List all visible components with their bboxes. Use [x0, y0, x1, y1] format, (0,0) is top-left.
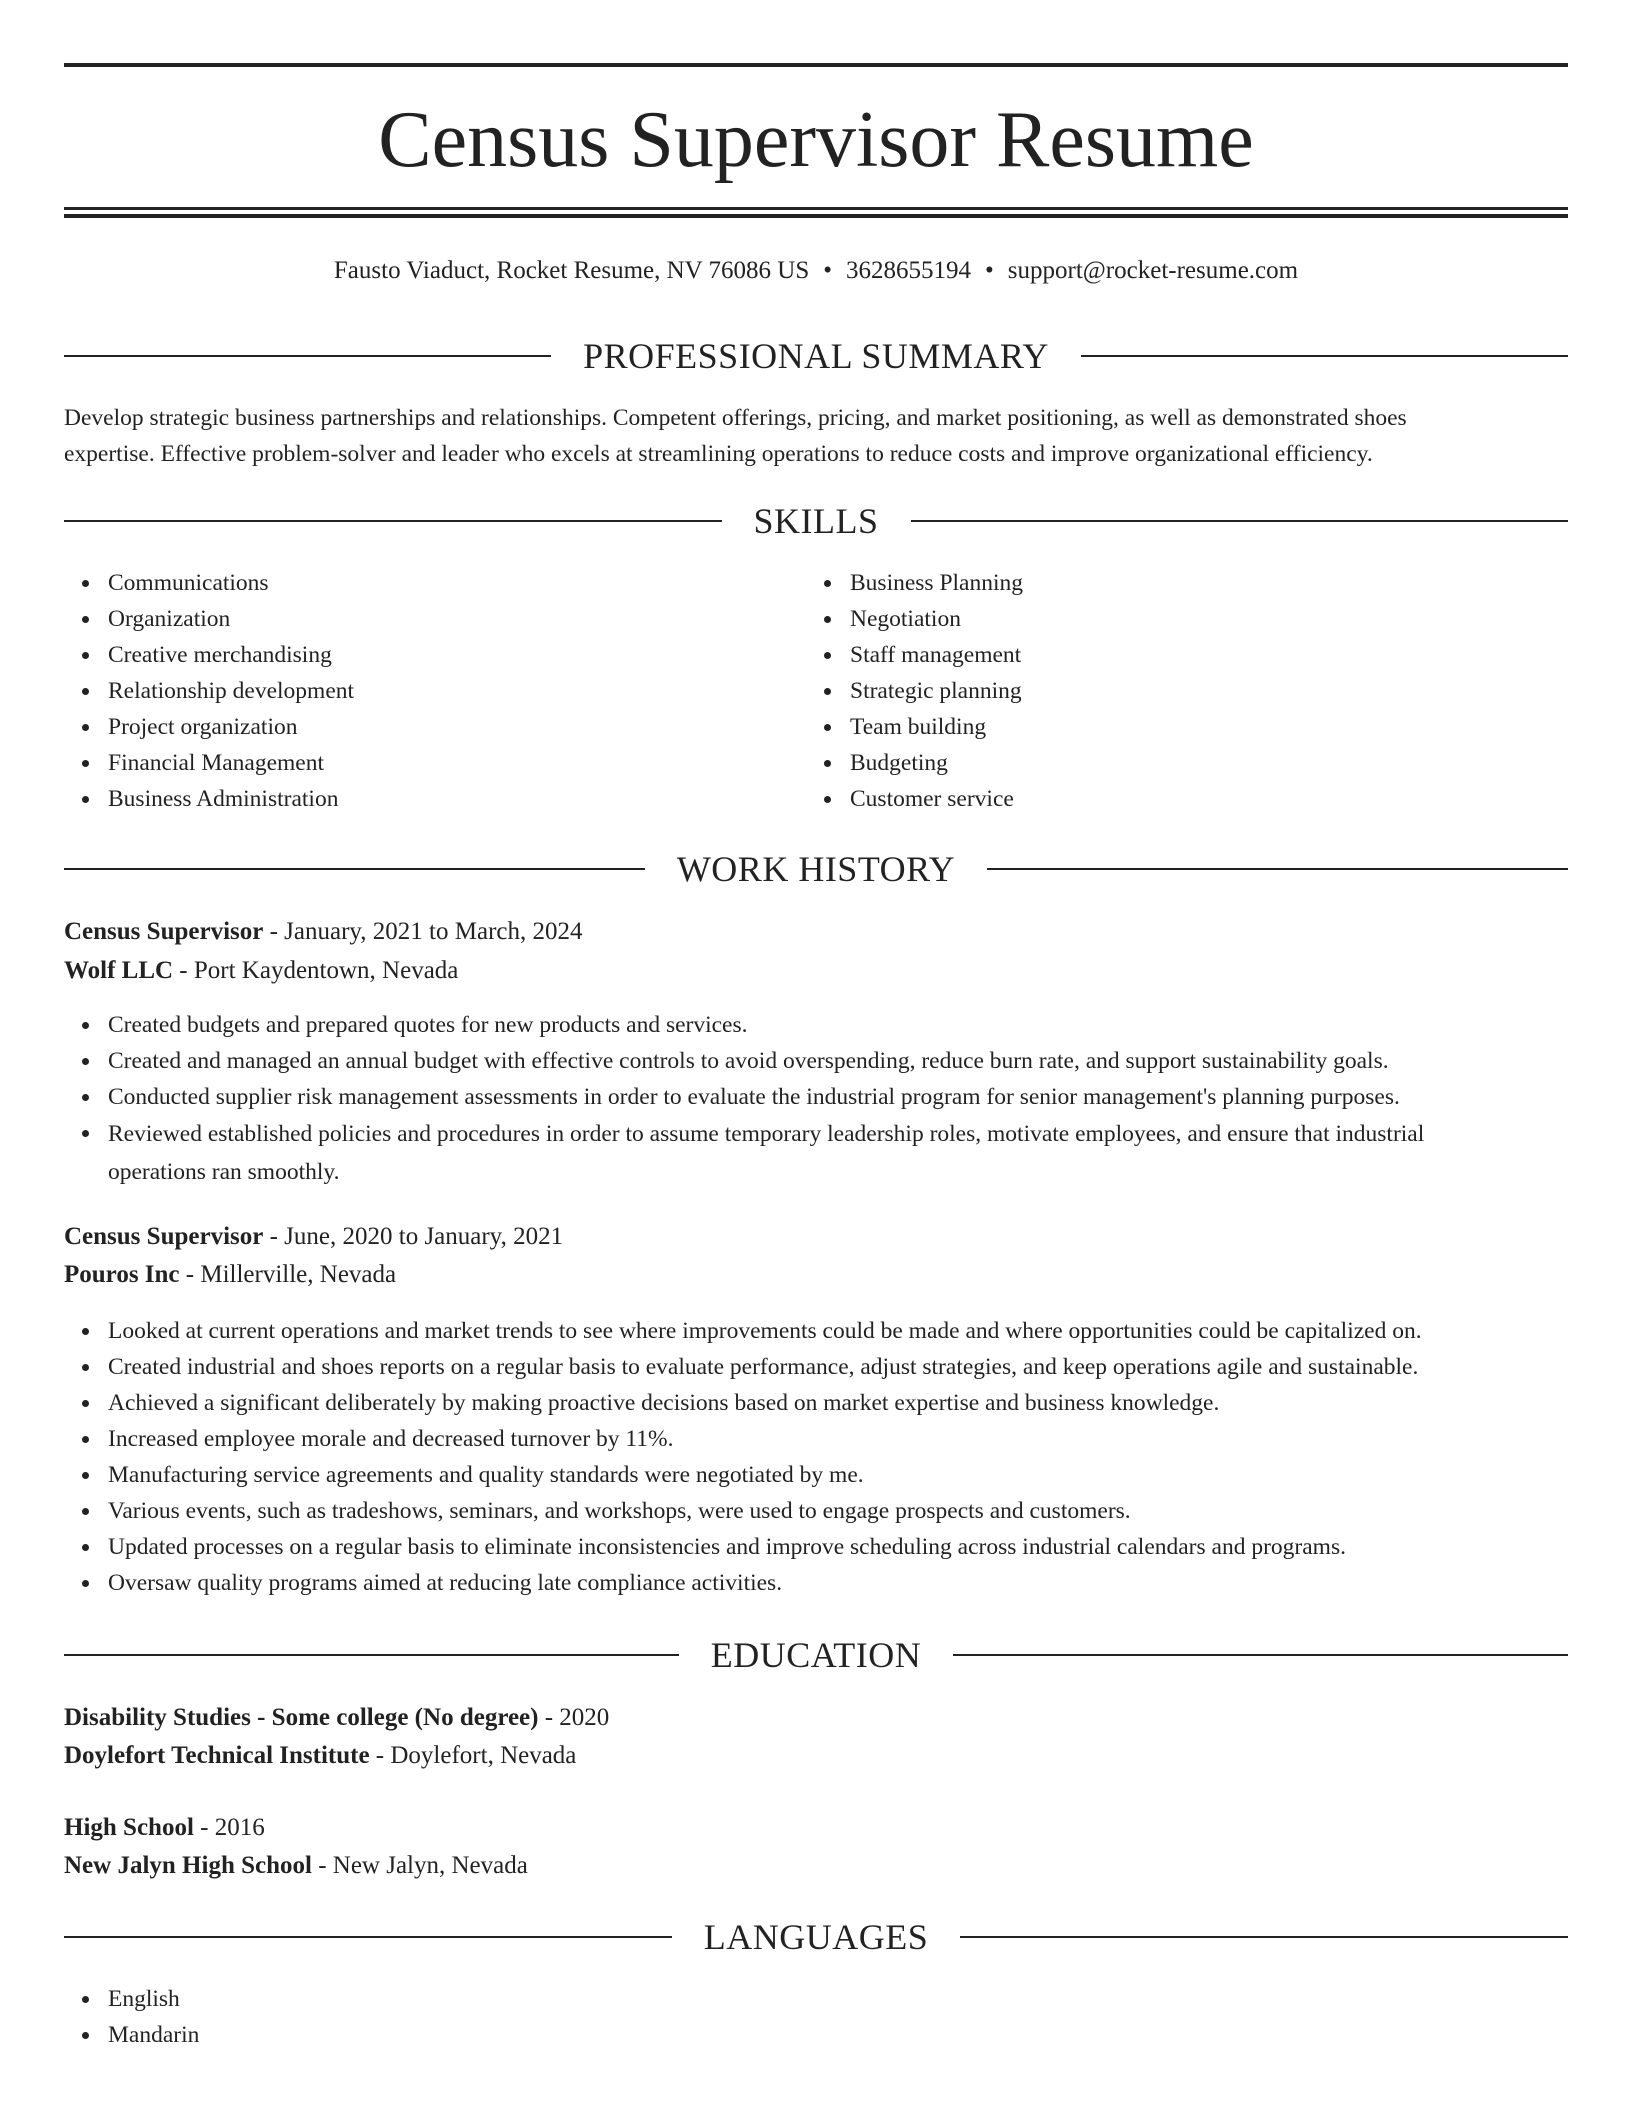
heading-rule-left	[64, 1936, 672, 1938]
job-bullet-line: operations ran smoothly.	[108, 1159, 340, 1185]
languages-list	[64, 1981, 808, 2053]
job-bullet: Various events, such as tradeshows, seminars, and workshops, were used to engage prospects and customers.	[108, 1493, 1612, 1529]
education-degree: High School	[64, 1814, 194, 1841]
contact-line	[64, 254, 1568, 288]
skill-item: Team building	[850, 709, 1550, 745]
heading-rule-right	[987, 868, 1568, 870]
job-role: Census Supervisor	[64, 1223, 264, 1250]
job-bullet: Created and managed an annual budget with effective controls to avoid overspending, reduce burn rate, and support sustainability goals.	[108, 1043, 1612, 1079]
job-bullet	[108, 1115, 1612, 1191]
section-work-heading	[64, 849, 1568, 889]
title-underline-1	[64, 207, 1568, 210]
skill-item: Communications	[108, 565, 808, 601]
summary-line: expertise. Effective problem-solver and leader who excels at streamlining operations to reduce costs and improve organizational efficiency.	[64, 441, 1373, 467]
education-degree: Disability Studies - Some college (No degree)	[64, 1704, 539, 1731]
heading-rule-right	[1081, 355, 1568, 357]
education-school: Doylefort Technical Institute	[64, 1742, 370, 1769]
skill-item: Customer service	[850, 781, 1550, 817]
job-title-line	[64, 1218, 1568, 1256]
job-company-line	[64, 1256, 1568, 1294]
job-dates: - June, 2020 to January, 2021	[263, 1223, 564, 1250]
section-title: SKILLS	[753, 501, 879, 541]
job-bullets	[64, 1313, 1612, 1601]
language-item: English	[108, 1981, 808, 2017]
skill-item: Strategic planning	[850, 673, 1550, 709]
contact-phone: 3628655194	[846, 257, 972, 284]
section-title: LANGUAGES	[703, 1917, 929, 1957]
job-company: Wolf LLC	[64, 957, 174, 984]
contact-address: Fausto Viaduct, Rocket Resume, NV 76086 US	[333, 257, 810, 284]
contact-separator: •	[985, 257, 994, 284]
job-bullet: Looked at current operations and market trends to see where improvements could be made and where opportunities could be capitalized on.	[108, 1313, 1612, 1349]
heading-rule-left	[64, 355, 551, 357]
education-school-line	[64, 1847, 1568, 1885]
education-year: - 2020	[538, 1704, 610, 1731]
skill-item: Business Planning	[850, 565, 1550, 601]
language-item: Mandarin	[108, 2017, 808, 2053]
education-degree-line	[64, 1699, 1568, 1737]
education-school-line	[64, 1737, 1568, 1775]
job-role: Census Supervisor	[64, 918, 264, 945]
section-skills-heading	[64, 501, 1568, 541]
contact-separator: •	[823, 257, 833, 284]
job-location: - Millerville, Nevada	[179, 1261, 397, 1288]
education-location: - New Jalyn, Nevada	[311, 1852, 528, 1879]
job-bullet-line: Reviewed established policies and procedures in order to assume temporary leadership roles, motivate employees, and ensure that industrial	[108, 1121, 1425, 1147]
section-title: PROFESSIONAL SUMMARY	[583, 336, 1049, 376]
skill-item: Budgeting	[850, 745, 1550, 781]
heading-rule-right	[960, 1936, 1568, 1938]
summary-line: Develop strategic business partnerships and relationships. Competent offerings, pricing, and market positioning, as well as demonstrated shoes	[64, 405, 1407, 431]
heading-rule-right	[911, 520, 1569, 522]
job-bullet: Created industrial and shoes reports on a regular basis to evaluate performance, adjust strategies, and keep operations agile and sustainable.	[108, 1349, 1612, 1385]
education-year: - 2016	[193, 1814, 265, 1841]
heading-rule-left	[64, 520, 722, 522]
summary-text	[64, 400, 1568, 472]
page-title: Census Supervisor Resume	[378, 96, 1254, 184]
job-bullet: Conducted supplier risk management assessments in order to evaluate the industrial program for senior management's planning purposes.	[108, 1079, 1612, 1115]
job-location: - Port Kaydentown, Nevada	[173, 957, 459, 984]
heading-rule-left	[64, 1654, 679, 1656]
job-company: Pouros Inc	[64, 1261, 180, 1288]
skill-item: Organization	[108, 601, 808, 637]
job-bullet: Manufacturing service agreements and quality standards were negotiated by me.	[108, 1457, 1612, 1493]
education-degree-line	[64, 1809, 1568, 1847]
contact-email[interactable]: support@rocket-resume.com	[1007, 257, 1299, 284]
skill-item: Financial Management	[108, 745, 808, 781]
skills-list-right	[806, 565, 1550, 817]
job-bullet: Created budgets and prepared quotes for new products and services.	[108, 1007, 1612, 1043]
section-summary-heading	[64, 336, 1568, 376]
skill-item: Business Administration	[108, 781, 808, 817]
skill-item: Relationship development	[108, 673, 808, 709]
job-bullet: Oversaw quality programs aimed at reducing late compliance activities.	[108, 1565, 1612, 1601]
job-bullets	[64, 1007, 1612, 1191]
job-bullet: Achieved a significant deliberately by making proactive decisions based on market expertise and business knowledge.	[108, 1385, 1612, 1421]
skill-item: Creative merchandising	[108, 637, 808, 673]
job-title-line	[64, 913, 1568, 951]
top-rule	[64, 63, 1568, 67]
education-school: New Jalyn High School	[64, 1852, 312, 1879]
skill-item: Negotiation	[850, 601, 1550, 637]
skill-item: Project organization	[108, 709, 808, 745]
skill-item: Staff management	[850, 637, 1550, 673]
job-company-line	[64, 952, 1568, 990]
section-education-heading	[64, 1635, 1568, 1675]
education-location: - Doylefort, Nevada	[369, 1742, 577, 1769]
heading-rule-right	[953, 1654, 1568, 1656]
job-bullet: Updated processes on a regular basis to eliminate inconsistencies and improve scheduling across industrial calendars and programs.	[108, 1529, 1612, 1565]
title-underline-2	[64, 214, 1568, 218]
section-languages-heading	[64, 1917, 1568, 1957]
skills-list-left	[64, 565, 808, 817]
job-bullet: Increased employee morale and decreased turnover by 11%.	[108, 1421, 1612, 1457]
section-title: EDUCATION	[710, 1635, 922, 1675]
job-dates: - January, 2021 to March, 2024	[263, 918, 583, 945]
heading-rule-left	[64, 868, 645, 870]
section-title: WORK HISTORY	[676, 849, 956, 889]
